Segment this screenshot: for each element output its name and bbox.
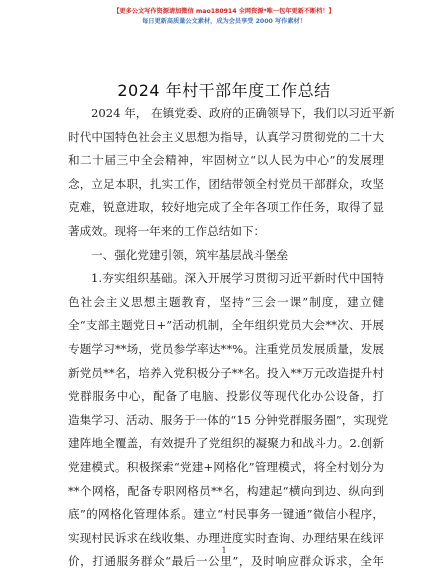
document-title: 2024 年村干部年度工作总结	[117, 81, 331, 100]
section-line: 造集学习、活动、服务于一体的“15 分钟党群服务圈”，实现党	[68, 412, 389, 427]
intro-line: 2024 年， 在镇党委、政府的正确领导下，我们以习近平新	[91, 106, 395, 120]
section-line: 实现村民诉求在线收集、办理进度实时查询、办理结果在线评	[68, 530, 384, 545]
section-line: 专题学习**场，党员参学率达**%。注重党员发展质量，发展	[68, 341, 384, 356]
section-line: 1.夯实组织基础。深入开展学习贯彻习近平新时代中国特	[91, 271, 384, 286]
section-line: 党群服务中心，配备了电脑、投影仪等现代化办公设备，打	[68, 389, 384, 404]
section-line: 色社会主义思想主题教育，坚持“三会一课”制度，建立健	[68, 294, 384, 309]
section-line: **个网格，配备专职网格员**名，构建起“横向到边、纵向到	[68, 483, 384, 498]
page-number: 1	[221, 546, 227, 555]
document-body	[68, 102, 395, 574]
section-line: 价，打通服务群众“最后一公里”，及时响应群众诉求，全年	[68, 554, 384, 569]
section-line: 建阵地全覆盖，有效提升了党组织的凝聚力和战斗力。2.创新	[68, 436, 384, 451]
promo-banner-line-2: 每日更新高质量公文素材，成为会员享受 2000 写作素材！	[142, 18, 306, 25]
intro-line: 和二十届三中全会精神，牢固树立“以人民为中心”的发展理	[68, 153, 384, 168]
section-line: 底”的网格化管理体系。建立“村民事务一键通”微信小程序，	[68, 507, 384, 522]
promo-banner-line-1: 【更多公文写作资源请加微信 mao180914 全网资源*唯一包年更新不断档！】	[113, 8, 335, 15]
intro-line: 念，立足本职，扎实工作，团结带领全村党员干部群众，攻坚	[68, 176, 384, 191]
section-heading: 一、强化党建引领，筑牢基层战斗堡垒	[91, 247, 289, 262]
intro-line: 著成效。现将一年来的工作总结如下：	[68, 223, 266, 238]
intro-line: 时代中国特色社会主义思想为指导，认真学习贯彻党的二十大	[68, 129, 384, 144]
intro-line: 克难，锐意进取，较好地完成了全年各项工作任务，取得了显	[68, 200, 384, 215]
section-line: 新党员**名，培养入党积极分子**名。投入**万元改造提升村	[68, 365, 384, 380]
section-line: 党建模式。积极探索“党建+网格化”管理模式，将全村划分为	[68, 459, 384, 474]
section-line: 全“支部主题党日+”活动机制，全年组织党员大会**次、开展	[68, 318, 384, 333]
